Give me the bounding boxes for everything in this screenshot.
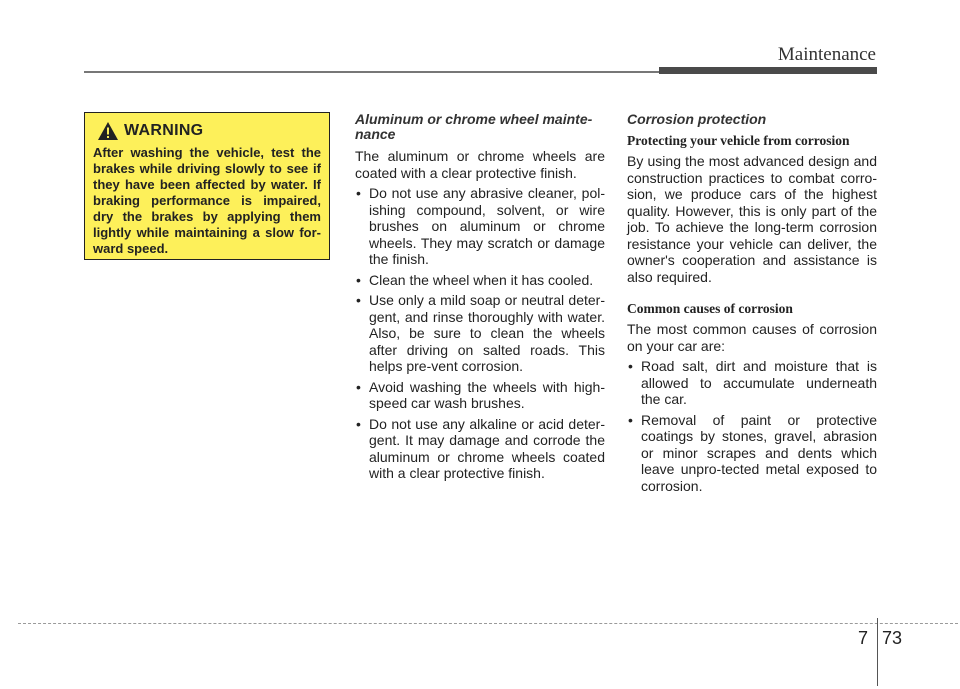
wheel-maintenance-title: Aluminum or chrome wheel mainte-nance [355, 111, 593, 142]
wheel-maintenance-intro: The aluminum or chrome wheels are coated with a clear protective finish. [355, 148, 605, 181]
corrosion-subtitle-protecting: Protecting your vehicle from corrosion [627, 133, 850, 148]
corrosion-protection-title: Corrosion protection [627, 111, 767, 127]
corrosion-subtitle-causes: Common causes of corrosion [627, 301, 793, 316]
list-item: • Use only a mild soap or neutral deter-gent, and rinse thoroughly with water. Also, be sure to clean the wheels after driving on salted roads. This helps pre-vent corrosion. [355, 292, 605, 375]
header-rule-thin [84, 71, 659, 73]
warning-header [97, 121, 321, 141]
footer-divider [877, 618, 878, 686]
chapter-number: 7 [858, 628, 869, 648]
section-header-title: Maintenance [777, 44, 876, 65]
corrosion-paragraph-protecting: By using the most advanced design and construction practices to combat corro-sion, we produce cars of the highest quality. However, this is only part of the job. To achieve the long-term corrosion resistance your vehicle can deliver, the owner's cooperation and assistance is also required. [627, 153, 877, 285]
wheel-maintenance-section [355, 112, 605, 486]
wheel-maintenance-list [355, 185, 605, 482]
page-number: 73 [882, 628, 903, 648]
list-item: • Do not use any abrasive cleaner, pol-ishing compound, solvent, or wire brushes on aluminum or chrome wheels. They may scratch or damage the finish. [355, 185, 605, 268]
warning-title: WARNING [124, 122, 204, 139]
corrosion-paragraph-causes: The most common causes of corrosion on your car are: [627, 321, 877, 354]
warning-box [84, 112, 330, 260]
list-item: • Do not use any alkaline or acid deter-gent. It may damage and corrode the aluminum or chrome wheels coated with a clear protective finish. [355, 416, 605, 482]
list-item: • Road salt, dirt and moisture that is allowed to accumulate underneath the car. [627, 358, 877, 408]
warning-text: After washing the vehicle, test the brakes while driving slowly to see if they have been affected by water. If braking performance is impaired, dry the brakes by applying them lightly while maintaining a slow for-ward speed. [93, 145, 321, 256]
footer-rule [18, 623, 958, 624]
header-rule-thick [659, 67, 877, 74]
list-item: • Clean the wheel when it has cooled. [355, 272, 605, 289]
corrosion-causes-list [627, 358, 877, 494]
corrosion-protection-section [627, 112, 877, 498]
warning-triangle-icon [97, 121, 119, 141]
list-item: • Removal of paint or protective coatings by stones, gravel, abrasion or minor scrapes and dents which leave unpro-tected metal exposed to corrosion. [627, 412, 877, 495]
list-item: • Avoid washing the wheels with high-speed car wash brushes. [355, 379, 605, 412]
